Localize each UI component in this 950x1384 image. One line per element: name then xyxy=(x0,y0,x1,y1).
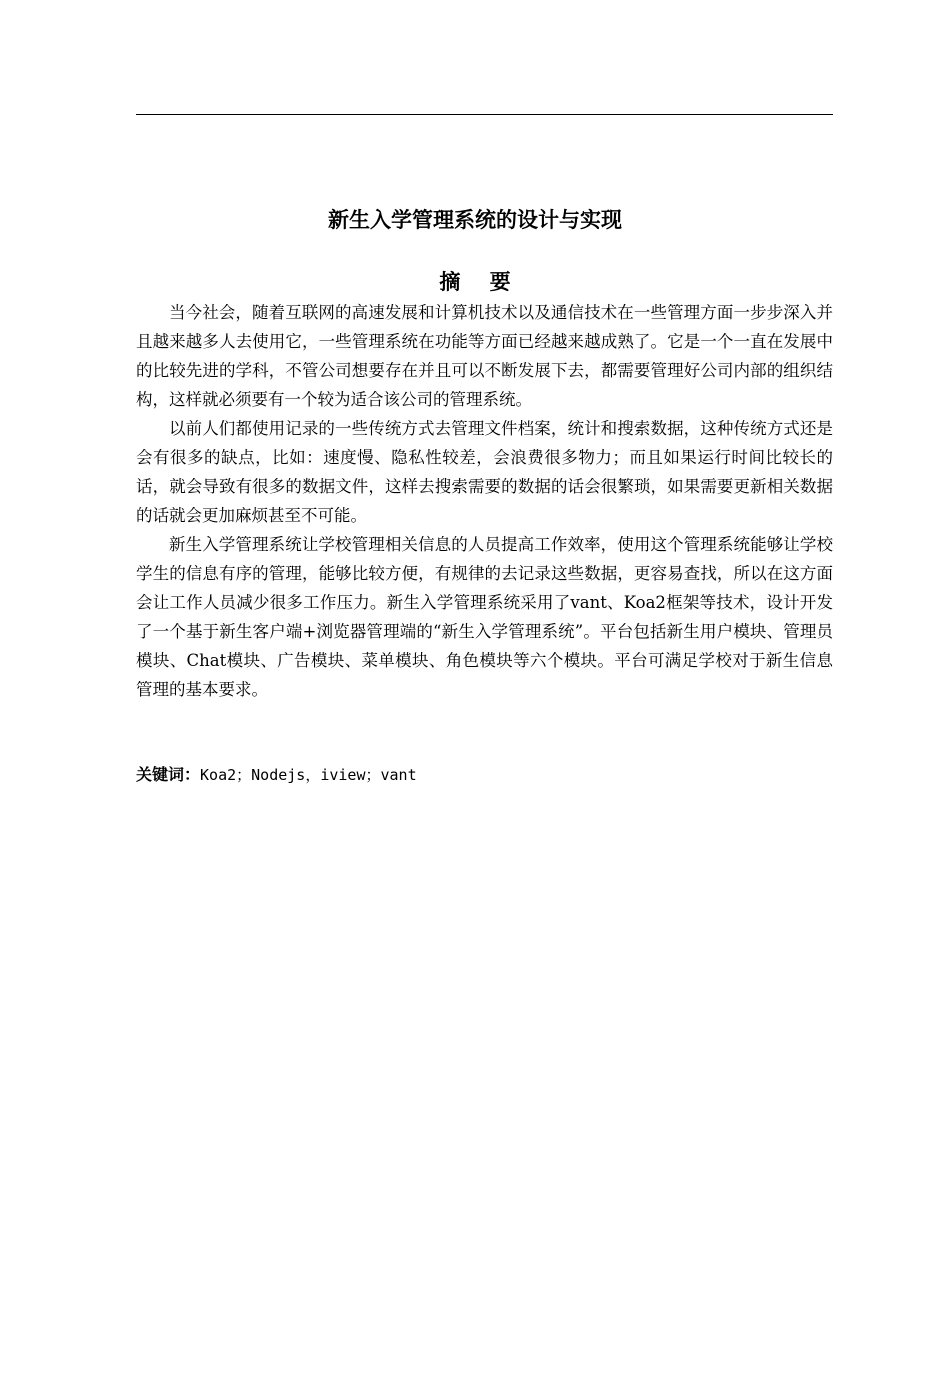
abstract-heading xyxy=(0,264,950,300)
keywords-value: Koa2；Nodejs，iview；vant xyxy=(200,766,417,784)
keywords-label: 关键词： xyxy=(136,765,201,784)
abstract-heading-text: 摘 要 xyxy=(439,270,511,294)
abstract-paragraph-2: 以前人们都使用记录的一些传统方式去管理文件档案，统计和搜索数据，这种传统方式还是会有很多的缺点，比如：速度慢、隐私性较差，会浪费很多物力；而且如果运行时间比较长的话，就会导致有很多的数据文件，这样去搜索需要的数据的话会很繁琐，如果需要更新相关数据的话就会更加麻烦甚至不可能。 xyxy=(136,419,833,525)
document-title: 新生入学管理系统的设计与实现 xyxy=(328,208,622,232)
abstract-body xyxy=(136,298,833,704)
keywords-line xyxy=(136,762,833,788)
abstract-paragraph-3: 新生入学管理系统让学校管理相关信息的人员提高工作效率，使用这个管理系统能够让学校学生的信息有序的管理，能够比较方便，有规律的去记录这些数据，更容易查找，所以在这方面会让工作人员减少很多工作压力。新生入学管理系统采用了vant、Koa2框架等技术，设计开发了一个基于新生客户端+浏览器管理端的“新生入学管理系统”。平台包括新生用户模块、管理员模块、Chat模块、广告模块、菜单模块、角色模块等六个模块。平台可满足学校对于新生信息管理的基本要求。 xyxy=(136,535,833,699)
header-rule xyxy=(136,114,833,115)
abstract-paragraph-1: 当今社会，随着互联网的高速发展和计算机技术以及通信技术在一些管理方面一步步深入并且越来越多人去使用它，一些管理系统在功能等方面已经越来越成熟了。它是一个一直在发展中的比较先进的学科，不管公司想要存在并且可以不断发展下去，都需要管理好公司内部的组织结构，这样就必须要有一个较为适合该公司的管理系统。 xyxy=(136,303,833,409)
